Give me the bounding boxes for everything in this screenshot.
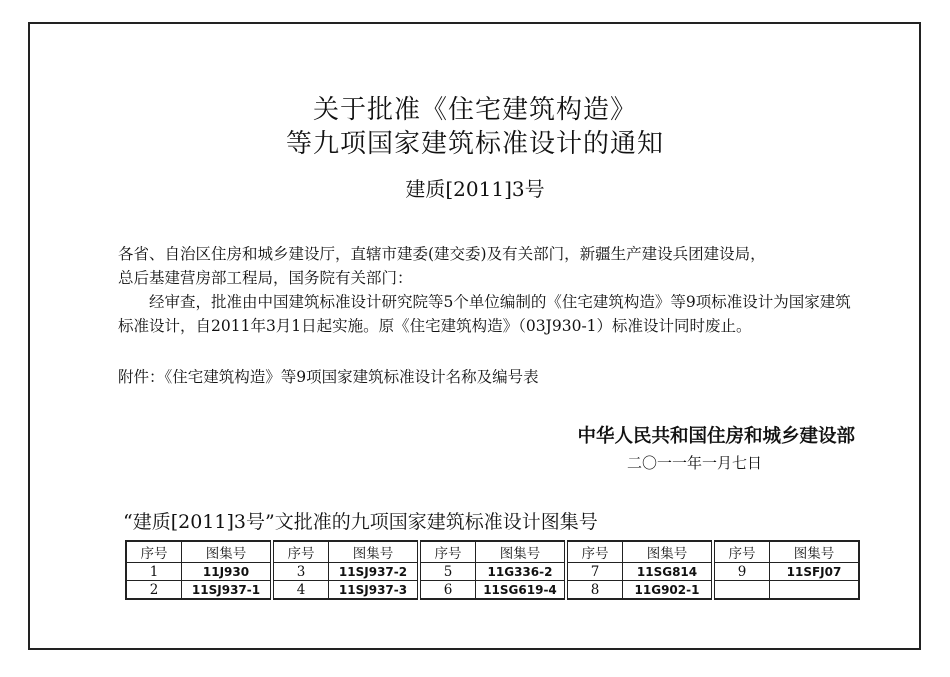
table-row (126, 581, 859, 600)
row-num: 8 (566, 581, 623, 600)
notice-title-line1: 关于批准《住宅建筑构造》 (312, 95, 637, 125)
notice-title-line2: 等九项国家建筑标准设计的通知 (285, 129, 664, 159)
atlas-code: 11SG619-4 (476, 581, 567, 600)
row-num: 4 (272, 581, 329, 600)
header-num: 序号 (713, 541, 770, 563)
header-num: 序号 (566, 541, 623, 563)
header-code: 图集号 (182, 541, 273, 563)
table-header-row (126, 541, 859, 563)
notice-body: 经审查，批准由中国建筑标准设计研究院等5个单位编制的《住宅建筑构造》等9项标准设计为国家建筑标准设计，自2011年3月1日起实施。原《住宅建筑构造》（03J930-1）标准设计同时废止。 (118, 293, 851, 335)
issuing-authority: 中华人民共和国住房和城乡建设部 (577, 426, 855, 447)
row-num: 3 (272, 563, 329, 581)
row-num: 7 (566, 563, 623, 581)
header-code: 图集号 (770, 541, 860, 563)
atlas-code: 11SJ937-3 (329, 581, 420, 600)
attachment-line: 附件：《住宅建筑构造》等9项国家建筑标准设计名称及编号表 (118, 368, 539, 386)
header-code: 图集号 (623, 541, 714, 563)
row-num: 6 (419, 581, 476, 600)
row-num: 1 (126, 563, 182, 581)
atlas-code: 11SG814 (623, 563, 714, 581)
atlas-code: 11SFJ07 (770, 563, 860, 581)
atlas-code (770, 581, 860, 600)
table-title: “建质[2011]3号”文批准的九项国家建筑标准设计图集号 (123, 511, 598, 533)
addressees-line1: 各省、自治区住房和城乡建设厅，直辖市建委(建交委)及有关部门，新疆生产建设兵团建设局， (118, 245, 766, 263)
atlas-code: 11SJ937-2 (329, 563, 420, 581)
issue-date: 二〇一一年一月七日 (626, 454, 762, 472)
header-num: 序号 (126, 541, 182, 563)
header-num: 序号 (272, 541, 329, 563)
atlas-number-table (125, 540, 860, 600)
atlas-code: 11SJ937-1 (182, 581, 273, 600)
row-num: 5 (419, 563, 476, 581)
addressees-line2: 总后基建营房部工程局，国务院有关部门： (118, 269, 413, 287)
header-code: 图集号 (329, 541, 420, 563)
atlas-code: 11J930 (182, 563, 273, 581)
header-num: 序号 (419, 541, 476, 563)
header-code: 图集号 (476, 541, 567, 563)
table-row (126, 563, 859, 581)
document-number: 建质[2011]3号 (405, 177, 545, 201)
atlas-code: 11G336-2 (476, 563, 567, 581)
atlas-code: 11G902-1 (623, 581, 714, 600)
addressees (118, 242, 863, 290)
row-num: 9 (713, 563, 770, 581)
row-num: 2 (126, 581, 182, 600)
row-num (713, 581, 770, 600)
